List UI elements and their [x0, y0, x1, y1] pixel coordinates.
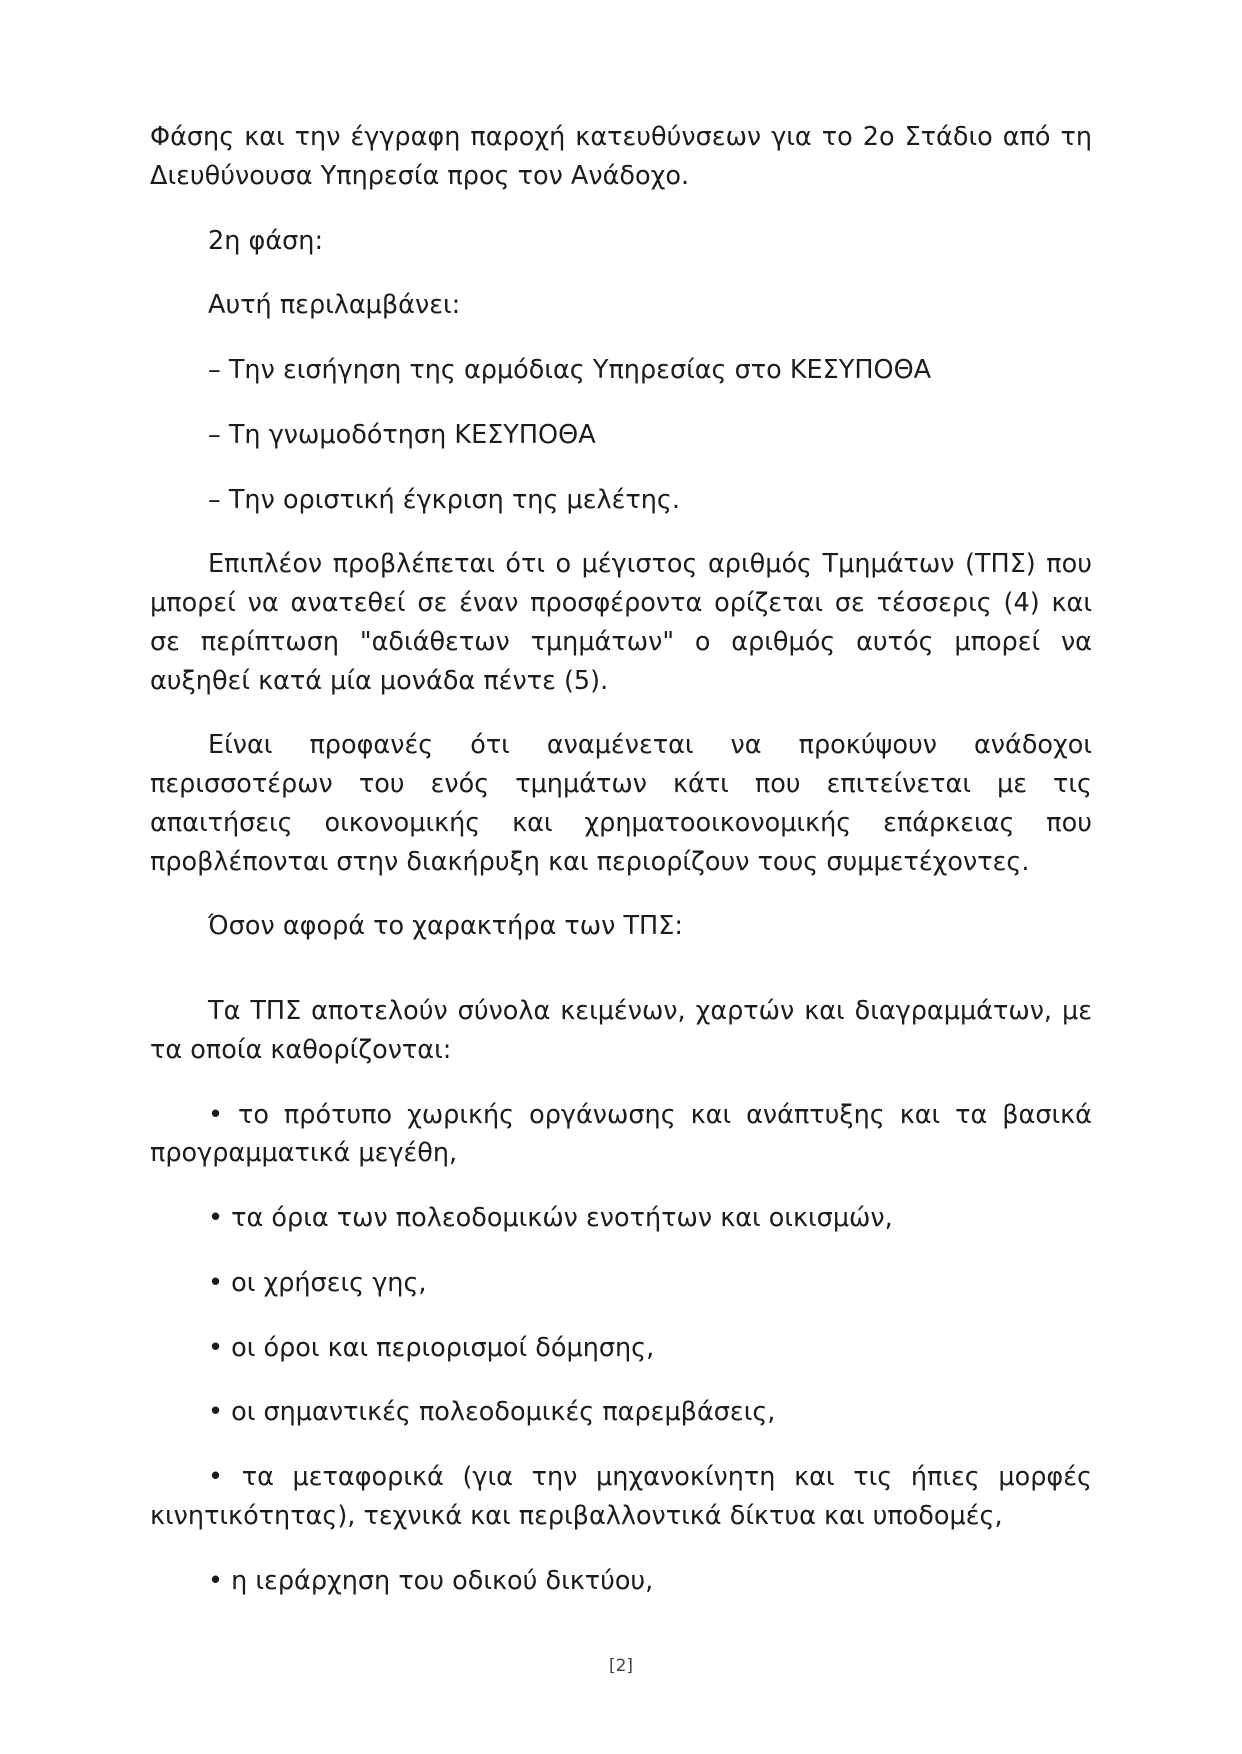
list-item-dash-2: – Τη γνωμοδότηση ΚΕΣΥΠΟΘΑ: [208, 419, 596, 450]
paragraph-tps-definition: Τα ΤΠΣ αποτελούν σύνολα κειμένων, χαρτών και διαγραμμάτων, με τα οποία καθορίζονται:: [150, 996, 1092, 1065]
list-item-dash-3: – Την οριστική έγκριση της μελέτης.: [208, 484, 680, 515]
paragraph-character-lead: Όσον αφορά το χαρακτήρα των ΤΠΣ:: [208, 911, 683, 942]
list-item-bullet-7: • η ιεράρχηση του οδικού δικτύου,: [208, 1565, 654, 1596]
page-number-footer: [2]: [608, 1656, 634, 1676]
list-item-bullet-6: • τα μεταφορικά (για την μηχανοκίνητη και τις ήπιες μορφές κινητικότητας), τεχνικά και περιβαλλοντικά δίκτυα και υποδομές,: [150, 1462, 1092, 1531]
paragraph-max-sections: Επιπλέον προβλέπεται ότι ο μέγιστος αριθμός Τμημάτων (ΤΠΣ) που μπορεί να ανατεθεί σε έναν προσφέροντα ορίζεται σε τέσσερις (4) και σε περίπτωση "αδιάθετων τμημάτων" ο αριθμός αυτός μπορεί να αυξηθεί κατά μία μονάδα πέντε (5).: [150, 549, 1092, 696]
paragraph-includes-lead: Αυτή περιλαμβάνει:: [208, 290, 461, 321]
paragraph-phase-2-heading: 2η φάση:: [208, 225, 324, 256]
list-item-bullet-3: • οι χρήσεις γης,: [208, 1267, 427, 1298]
document-text-body: [150, 118, 1092, 1600]
list-item-bullet-4: • οι όροι και περιορισμοί δόμησης,: [208, 1332, 655, 1363]
list-item-bullet-2: • τα όρια των πολεοδομικών ενοτήτων και οικισμών,: [208, 1203, 893, 1233]
paragraph-intro-continuation: Φάσης και την έγγραφη παροχή κατευθύνσεων για το 2ο Στάδιο από τη Διευθύνουσα Υπηρεσία προς τον Ανάδοχο.: [150, 122, 1092, 191]
list-item-dash-1: – Την εισήγηση της αρμόδιας Υπηρεσίας στο ΚΕΣΥΠΟΘΑ: [208, 355, 932, 385]
paragraph-contractors-expectation: Είναι προφανές ότι αναμένεται να προκύψουν ανάδοχοι περισσοτέρων του ενός τμημάτων κάτι που επιτείνεται με τις απαιτήσεις οικονομικής και χρηματοοικονομικής επάρκειας που προβλέπονται στην διακήρυξη και περιορίζουν τους συμμετέχοντες.: [150, 730, 1092, 877]
list-item-bullet-5: • οι σημαντικές πολεοδομικές παρεμβάσεις,: [208, 1397, 776, 1428]
list-item-bullet-1: • το πρότυπο χωρικής οργάνωσης και ανάπτυξης και τα βασικά προγραμματικά μεγέθη,: [150, 1099, 1092, 1169]
